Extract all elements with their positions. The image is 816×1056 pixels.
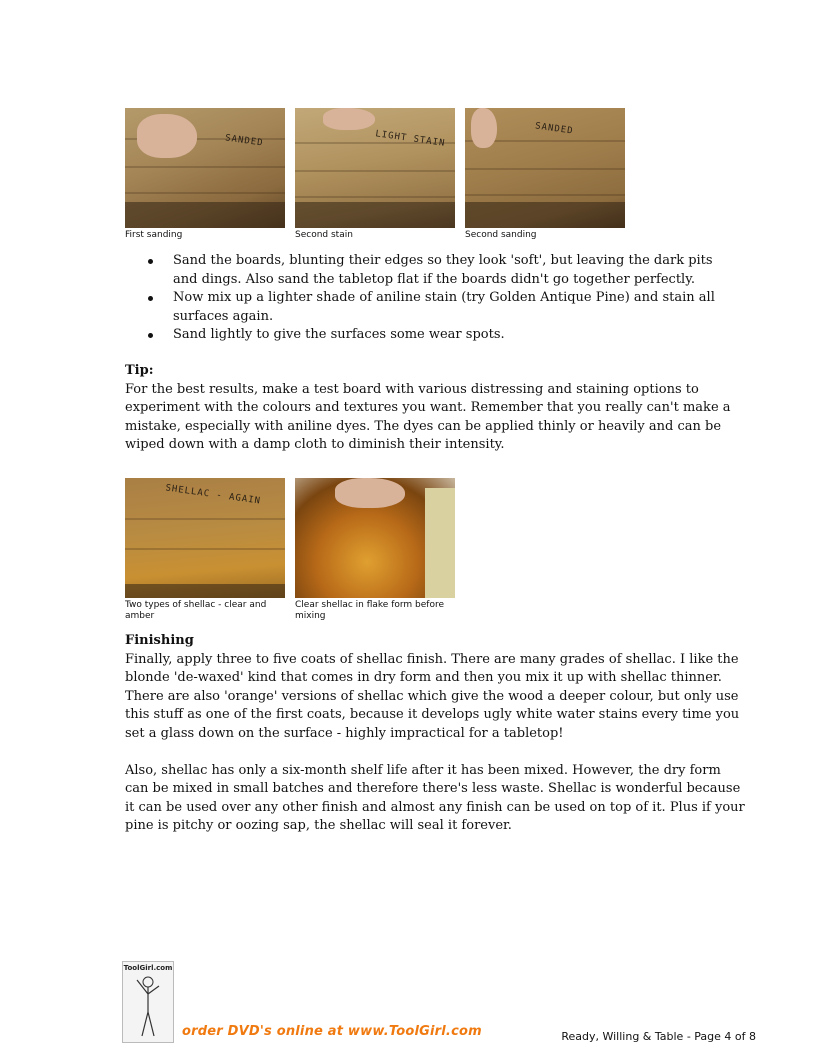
page-footer-label: Ready, Willing & Table - Page 4 of 8 xyxy=(561,1030,756,1043)
figure-icon xyxy=(123,972,173,1038)
photo-second-stain xyxy=(295,108,455,241)
tip-heading: Tip: xyxy=(125,363,154,378)
list-item: Now mix up a lighter shade of aniline stain (try Golden Antique Pine) and stain all surfaces again. xyxy=(148,289,728,326)
bullet-icon xyxy=(148,333,153,338)
sanding-steps-list xyxy=(148,252,728,345)
photo-first-sanding xyxy=(125,108,285,241)
board-image xyxy=(125,478,285,598)
photo-second-sanding xyxy=(465,108,625,241)
list-item: Sand the boards, blunting their edges so they look 'soft', but leaving the dark pits and dings. Also sand the tabletop flat if the boards didn't go together perfectly. xyxy=(148,252,728,289)
finishing-heading: Finishing xyxy=(125,633,194,648)
bullet-icon xyxy=(148,259,153,264)
photo-caption: Second sanding xyxy=(465,230,537,240)
board-label: SANDED xyxy=(224,133,265,149)
tip-body: For the best results, make a test board with various distressing and staining options to experiment with the colours and textures you want. Remember that you really can't make a mistake, especially with aniline dyes. The dyes can be applied thinly or heavily and can be wiped down with a damp cloth to diminish their intensity. xyxy=(125,381,731,452)
photo-caption: First sanding xyxy=(125,230,183,240)
list-item: Sand lightly to give the surfaces some wear spots. xyxy=(148,326,728,345)
finishing-paragraph-2: Also, shellac has only a six-month shelf life after it has been mixed. However, the dry form can be mixed in small batches and therefore there's less waste. Shellac is wonderful because it can be used over any other finish and almost any finish can be used on top of it. Plus if your pine is pitchy or oozing sap, the shellac will seal it forever. xyxy=(125,762,745,833)
top-photo-row xyxy=(125,108,625,241)
bowl-image xyxy=(295,478,455,598)
tip-section xyxy=(125,362,745,455)
finishing-paragraph-1: Finally, apply three to five coats of shellac finish. There are many grades of shellac. I like the blonde 'de-waxed' kind that comes in dry form and then you mix it up with shellac thinner. There are also 'orange' versions of shellac which give the wood a deeper colour, but only use this stuff as one of the first coats, because it develops ugly white water stains every time you set a glass down on the surface - highly impractical for a tabletop! xyxy=(125,651,740,741)
photo-caption: Second stain xyxy=(295,230,353,240)
dvd-promo-link[interactable]: order DVD's online at www.ToolGirl.com xyxy=(182,1024,482,1039)
logo-text: ToolGirl.com xyxy=(123,964,173,972)
board-image xyxy=(465,108,625,228)
board-image xyxy=(125,108,285,228)
toolgirl-logo xyxy=(122,961,174,1043)
photo-shellac-types xyxy=(125,478,285,622)
mid-photo-row xyxy=(125,478,455,622)
board-label: SANDED xyxy=(534,121,575,137)
board-label: SHELLAC - AGAIN xyxy=(164,483,262,507)
photo-caption: Two types of shellac - clear and amber xyxy=(125,600,267,621)
finishing-section xyxy=(125,632,745,836)
board-image xyxy=(295,108,455,228)
photo-caption: Clear shellac in flake form before mixing xyxy=(295,600,445,621)
bullet-icon xyxy=(148,296,153,301)
photo-shellac-flakes xyxy=(295,478,455,622)
board-label: LIGHT STAIN xyxy=(374,129,446,149)
